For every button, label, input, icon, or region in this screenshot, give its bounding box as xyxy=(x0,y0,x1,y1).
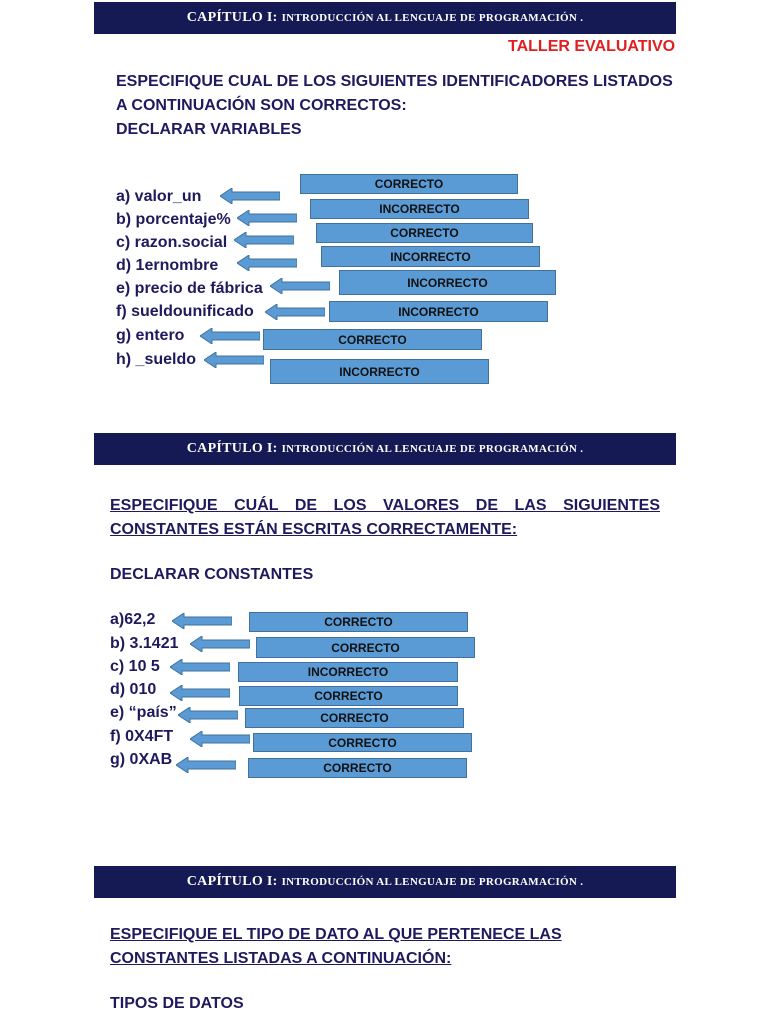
banner-chapter: CAPÍTULO I: xyxy=(186,874,278,889)
left-arrow-icon xyxy=(170,659,230,675)
variable-item: d) 1ernombre xyxy=(116,257,219,274)
answer-box: CORRECTO xyxy=(263,329,482,350)
slide1-heading-line2: A CONTINUACIÓN SON CORRECTOS: xyxy=(116,97,407,114)
answer-box: CORRECTO xyxy=(256,637,475,658)
left-arrow-icon xyxy=(176,757,236,773)
answer-box: CORRECTO xyxy=(239,686,458,706)
left-arrow-icon xyxy=(270,278,330,294)
answer-box: INCORRECTO xyxy=(321,246,540,267)
left-arrow-icon xyxy=(190,636,250,652)
answer-box: INCORRECTO xyxy=(310,199,529,219)
slide3-subheading: TIPOS DE DATOS xyxy=(110,995,244,1012)
variable-item: h) _sueldo xyxy=(116,351,197,368)
variable-item: g) entero xyxy=(116,327,185,344)
constant-item: e) “país” xyxy=(110,704,177,721)
variable-item: c) razon.social xyxy=(116,234,228,251)
answer-box: CORRECTO xyxy=(248,758,467,778)
banner-title: INTRODUCCIÓN AL LENGUAJE DE PROGRAMACIÓN . xyxy=(281,876,584,888)
slide2-heading: ESPECIFIQUE CUÁL DE LOS VALORES DE LAS SIGUIENTES CONSTANTES ESTÁN ESCRITAS CORRECTAMENTE: xyxy=(110,497,660,538)
left-arrow-icon xyxy=(237,210,297,226)
chapter-banner xyxy=(94,866,676,898)
chapter-banner xyxy=(94,2,676,34)
left-arrow-icon xyxy=(220,188,280,204)
banner-title: INTRODUCCIÓN AL LENGUAJE DE PROGRAMACIÓN . xyxy=(281,12,584,24)
taller-evaluativo-label: TALLER EVALUATIVO xyxy=(508,38,676,55)
answer-box: INCORRECTO xyxy=(329,301,548,322)
left-arrow-icon xyxy=(190,731,250,747)
left-arrow-icon xyxy=(172,613,232,629)
constant-item: d) 010 xyxy=(110,681,157,698)
answer-box: CORRECTO xyxy=(316,223,533,243)
banner-chapter: CAPÍTULO I: xyxy=(186,441,278,456)
constant-item: a)62,2 xyxy=(110,611,156,628)
constant-item: g) 0XAB xyxy=(110,751,173,768)
banner-chapter: CAPÍTULO I: xyxy=(186,10,278,25)
banner-title: INTRODUCCIÓN AL LENGUAJE DE PROGRAMACIÓN . xyxy=(281,443,584,455)
constant-item: f) 0X4FT xyxy=(110,728,174,745)
chapter-banner xyxy=(94,433,676,465)
left-arrow-icon xyxy=(170,685,230,701)
slide1-heading-line1: ESPECIFIQUE CUAL DE LOS SIGUIENTES IDENTIFICADORES LISTADOS xyxy=(116,73,673,90)
answer-box: CORRECTO xyxy=(300,174,518,194)
answer-box: CORRECTO xyxy=(253,733,472,752)
left-arrow-icon xyxy=(204,352,264,368)
answer-box: CORRECTO xyxy=(249,612,468,632)
left-arrow-icon xyxy=(178,707,238,723)
answer-box: INCORRECTO xyxy=(270,359,489,384)
slide3-heading: ESPECIFIQUE EL TIPO DE DATO AL QUE PERTENECE LAS CONSTANTES LISTADAS A CONTINUACIÓN: xyxy=(110,926,562,967)
answer-box: CORRECTO xyxy=(245,708,464,728)
left-arrow-icon xyxy=(234,232,294,248)
answer-box: INCORRECTO xyxy=(238,662,458,682)
answer-box: INCORRECTO xyxy=(339,270,556,295)
left-arrow-icon xyxy=(200,328,260,344)
constant-item: c) 10 5 xyxy=(110,658,160,675)
slide2-subheading: DECLARAR CONSTANTES xyxy=(110,566,314,583)
variable-item: e) precio de fábrica xyxy=(116,280,263,297)
constant-item: b) 3.1421 xyxy=(110,635,179,652)
variable-item: b) porcentaje% xyxy=(116,211,231,228)
variable-item: f) sueldounificado xyxy=(116,303,254,320)
left-arrow-icon xyxy=(265,304,325,320)
slide1-heading xyxy=(116,70,676,142)
left-arrow-icon xyxy=(237,255,297,271)
slide1-heading-line3: DECLARAR VARIABLES xyxy=(116,121,302,138)
variable-item: a) valor_un xyxy=(116,188,202,205)
